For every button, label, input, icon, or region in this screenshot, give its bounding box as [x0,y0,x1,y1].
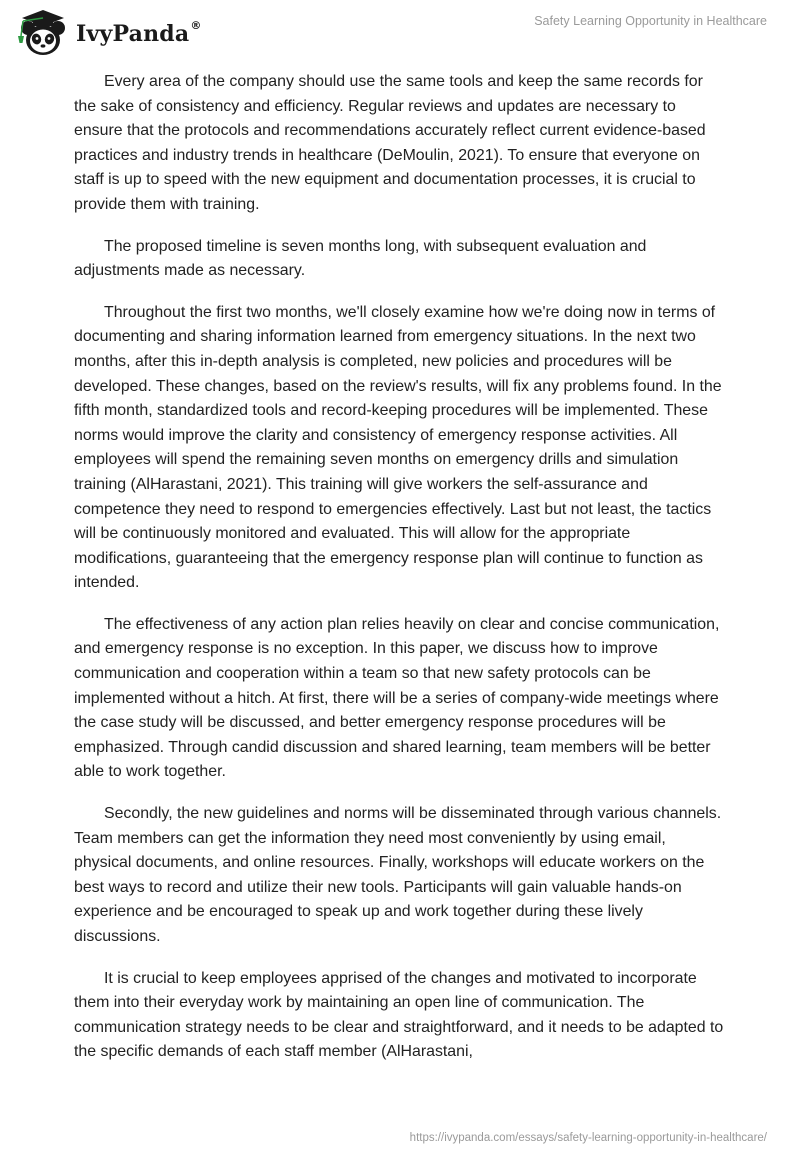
registered-mark: ® [190,19,202,32]
paragraph: The effectiveness of any action plan relies heavily on clear and concise communication, and emergency response is no exception. In this paper, we discuss how to improve communication and cooperation within a team so that new safety protocols can be implemented without a hitch. At first, there will be a series of company-wide meetings where the case study will be discussed, and better emergency response procedures will be emphasized. Through candid discussion and shared learning, team members will be better able to work together. [74,615,720,781]
brand-logo[interactable] [14,8,202,60]
paragraph: Secondly, the new guidelines and norms will be disseminated through various channels. Team members can get the information they need most conveniently by using email, physical documents, and online resources. Finally, workshops will educate workers on the best ways to record and utilize their new tools. Participants will gain valuable hands-on experience and be encouraged to speak up and work together during these lively discussions. [74,805,722,945]
source-url[interactable]: https://ivypanda.com/essays/safety-learning-opportunity-in-healthcare/ [409,1132,767,1144]
essay-body [74,70,726,1082]
paragraph: The proposed timeline is seven months long, with subsequent evaluation and adjustments made as necessary. [74,237,647,280]
logo-wordmark: IvyPanda [76,21,190,47]
paragraph: It is crucial to keep employees apprised of the changes and motivated to incorporate them into their everyday work by maintaining an open line of communication. The communication strategy needs to be clear and straightforward, and it needs to be adapted to the specific demands of each staff member (AlHarastani, [74,969,724,1061]
running-title: Safety Learning Opportunity in Healthcare [534,14,767,28]
paragraph: Throughout the first two months, we'll closely examine how we're doing now in terms of documenting and sharing information learned from emergency situations. In the next two months, after this in-depth analysis is completed, new policies and procedures will be developed. These changes, based on the review's results, will fix any problems found. In the fifth month, standardized tools and record-keeping procedures will be implemented. These norms would improve the clarity and consistency of emergency response activities. All employees will spend the remaining seven months on emergency drills and simulation training (AlHarastani, 2021). This training will give workers the self-assurance and competence they need to respond to emergencies effectively. Last but not least, the tactics will be continuously monitored and evaluated. This will allow for the appropriate modifications, guaranteeing that the emergency response plan will continue to function as intended. [74,303,722,592]
logo-text [76,21,202,47]
paragraph: Every area of the company should use the same tools and keep the same records for the sake of consistency and efficiency. Regular reviews and updates are necessary to ensure that the protocols and recommendations accurately reflect current evidence-based practices and industry trends in healthcare (DeMoulin, 2021). To ensure that everyone on staff is up to speed with the new equipment and documentation processes, it is crucial to provide them with training. [74,73,706,213]
panda-graduate-icon [14,8,72,60]
page-header [0,0,800,70]
